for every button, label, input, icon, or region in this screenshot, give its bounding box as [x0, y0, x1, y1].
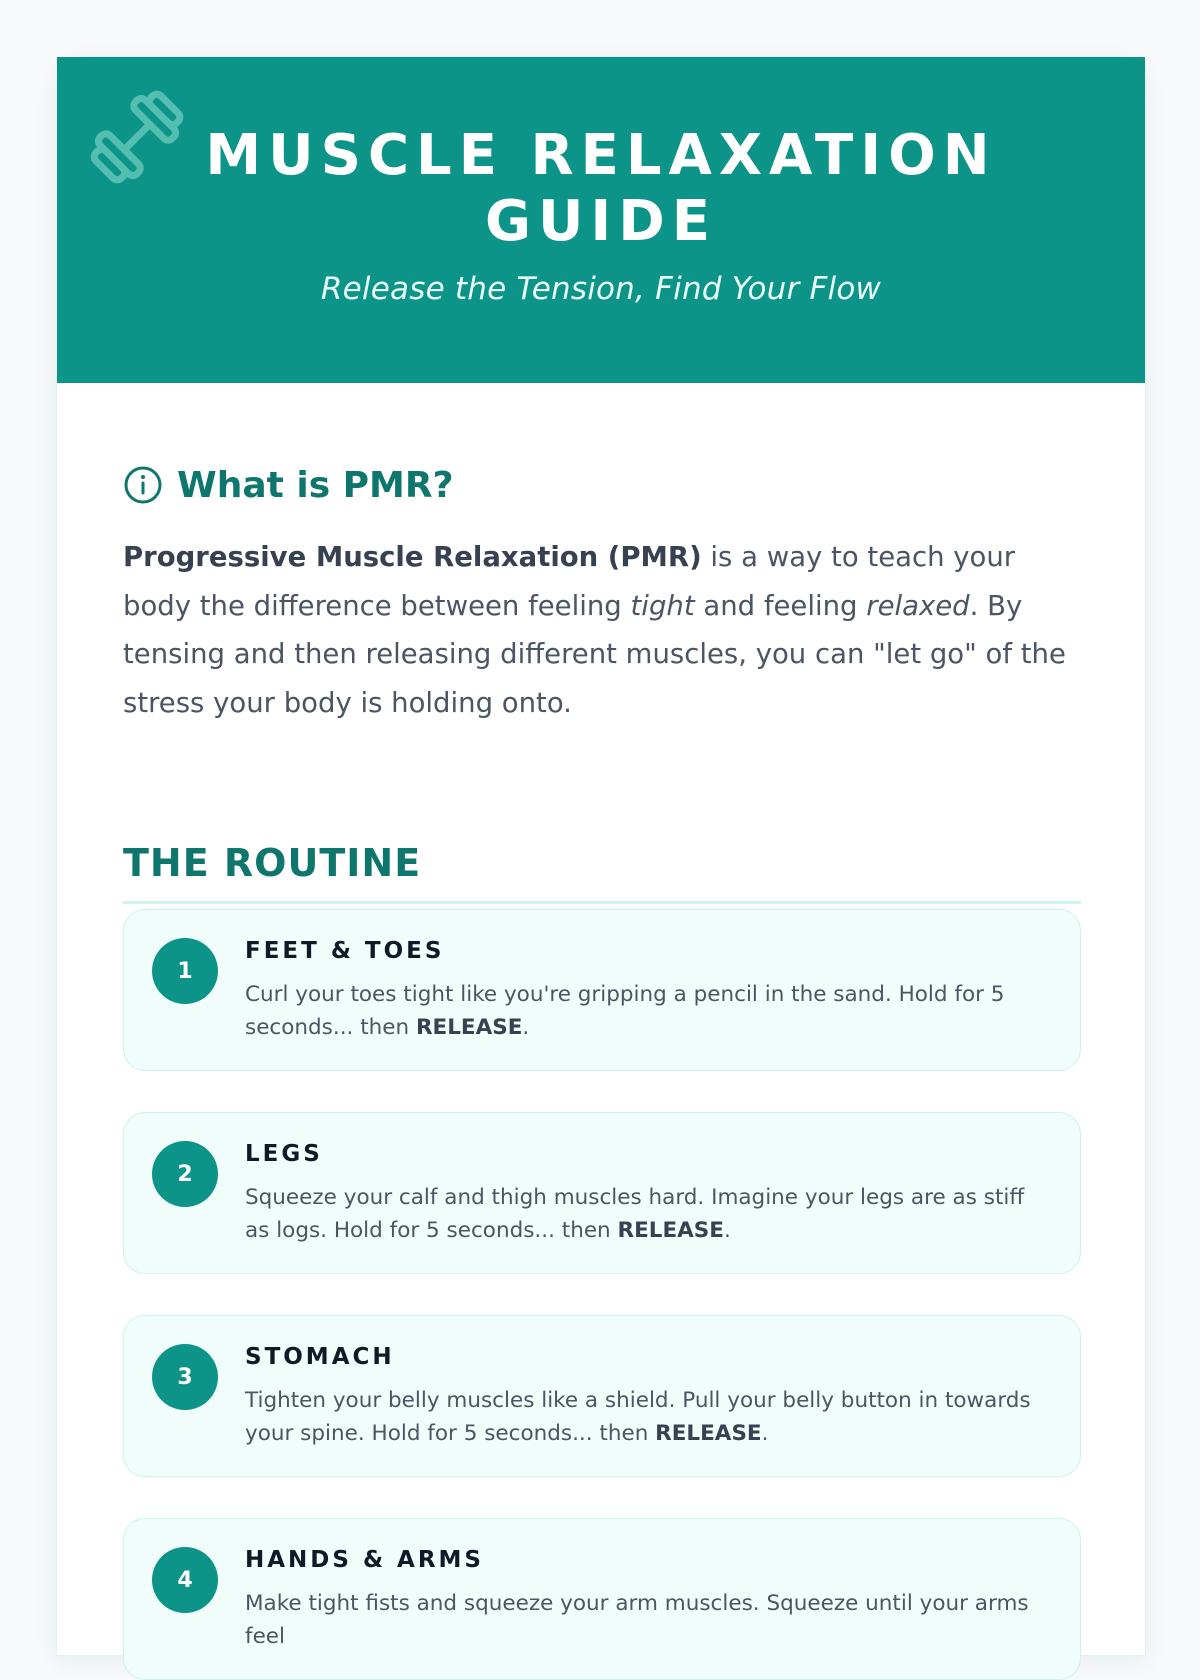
- pmr-description: [123, 533, 1083, 727]
- step-text: Tighten your belly muscles like a shield. Pull your belly button in towards your spine. Hold for 5 seconds... then: [245, 1388, 1031, 1446]
- step-text-end: .: [723, 1218, 731, 1243]
- step-title: FEET & TOES: [245, 938, 445, 964]
- pmr-text-part-3: . By tensing and then releasing different muscles, you can "let go" of the stress your body is holding onto.: [123, 589, 1066, 719]
- step-title: HANDS & ARMS: [245, 1547, 484, 1573]
- pmr-word-relaxed: relaxed: [866, 589, 970, 622]
- routine-step: [123, 1112, 1081, 1274]
- step-release-emphasis: RELEASE: [617, 1218, 724, 1243]
- step-release-emphasis: RELEASE: [655, 1421, 762, 1446]
- step-title: LEGS: [245, 1141, 323, 1167]
- step-text: Curl your toes tight like you're gripping a pencil in the sand. Hold for 5 seconds... then: [245, 982, 1005, 1040]
- info-icon: [123, 465, 163, 505]
- pmr-word-tight: tight: [630, 589, 695, 622]
- page-subtitle: Release the Tension, Find Your Flow: [320, 271, 882, 307]
- routine-step: [123, 1315, 1081, 1477]
- step-instruction: [245, 1181, 1045, 1247]
- step-instruction: [245, 1384, 1045, 1450]
- routine-heading: THE ROUTINE: [123, 841, 1081, 904]
- pmr-section: [123, 457, 1083, 727]
- step-instruction: [245, 1587, 1045, 1653]
- step-instruction: [245, 978, 1045, 1044]
- title-line-1: MUSCLE RELAXATION: [205, 123, 997, 188]
- routine-step: [123, 1518, 1081, 1680]
- step-text: Squeeze your calf and thigh muscles hard. Imagine your legs are as stiff as logs. Hold for 5 seconds... then: [245, 1185, 1025, 1243]
- step-number-badge: 2: [152, 1141, 218, 1207]
- page-title: [57, 123, 1145, 255]
- header-banner: [57, 57, 1145, 383]
- pmr-text-part-1: is a way to teach your body the difference between feeling: [123, 541, 1016, 622]
- title-line-2: GUIDE: [484, 189, 717, 254]
- pmr-heading: [123, 457, 1083, 513]
- step-release-emphasis: RELEASE: [415, 1015, 523, 1040]
- step-number-badge: 4: [152, 1547, 218, 1613]
- step-text: Make tight fists and squeeze your arm muscles. Squeeze until your arms feel: [245, 1591, 1029, 1649]
- pmr-text-part-2: and feeling: [694, 589, 867, 622]
- step-text-end: .: [761, 1421, 769, 1446]
- routine-step: [123, 909, 1081, 1071]
- pmr-heading-text: What is PMR?: [177, 464, 454, 506]
- step-title: STOMACH: [245, 1344, 395, 1370]
- step-text-end: .: [522, 1015, 530, 1040]
- step-number-badge: 3: [152, 1344, 218, 1410]
- guide-card: [56, 56, 1146, 1656]
- pmr-term: Progressive Muscle Relaxation (PMR): [123, 541, 702, 573]
- step-number-badge: 1: [152, 938, 218, 1004]
